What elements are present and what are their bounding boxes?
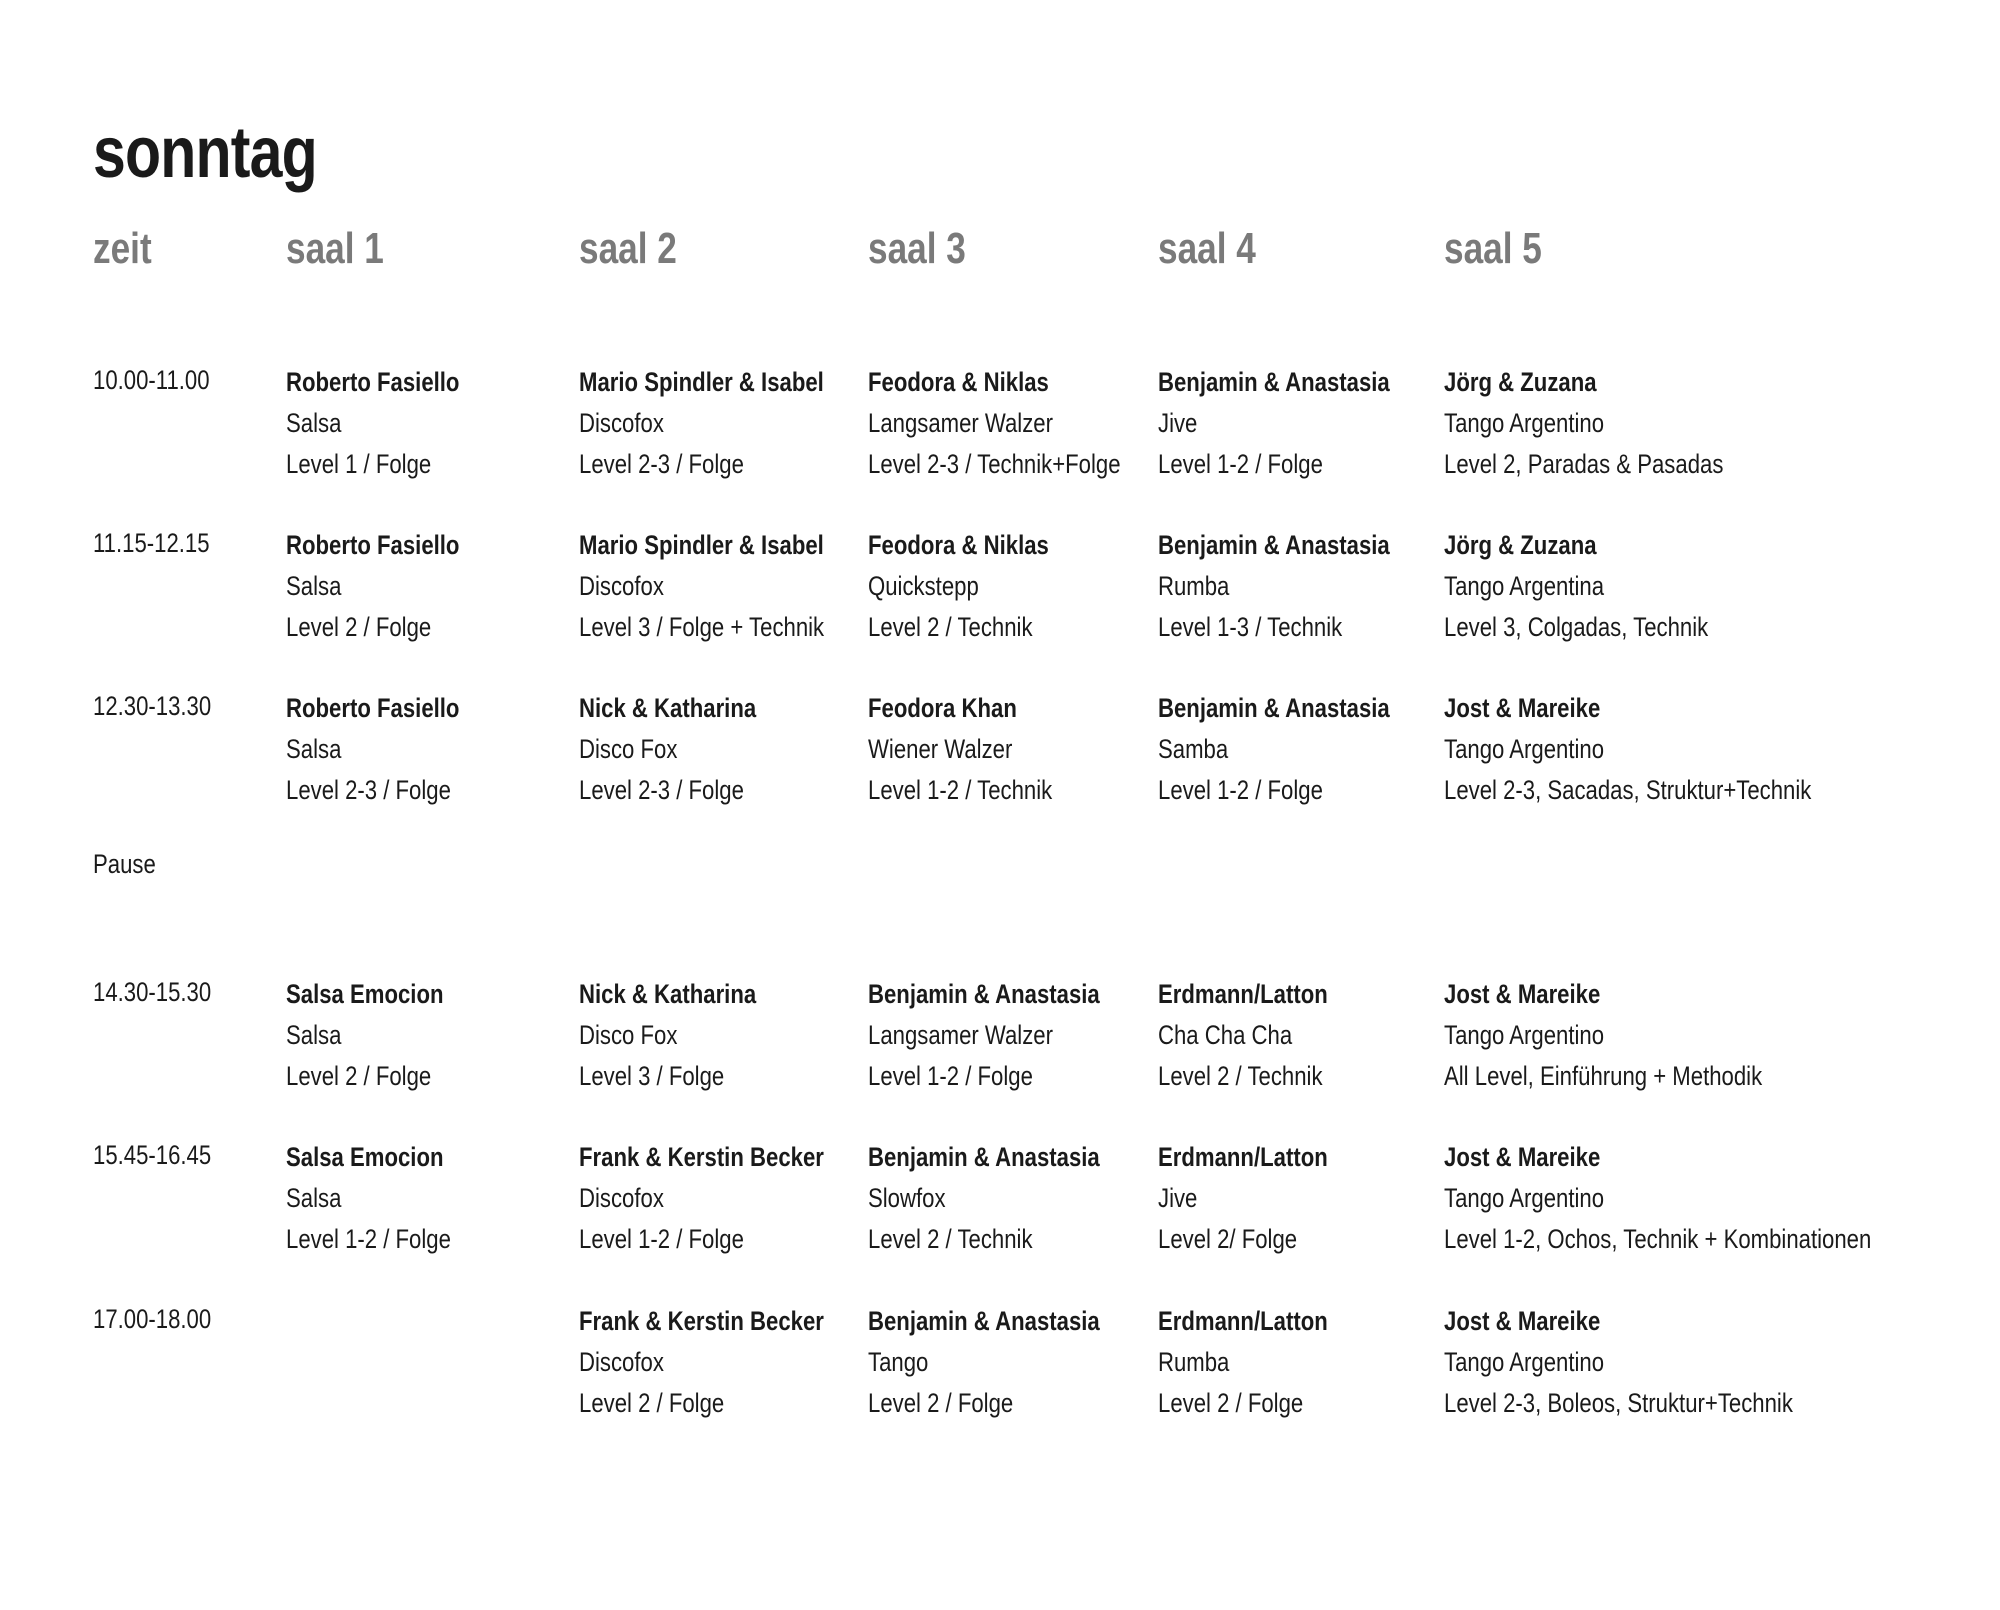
course-instructor: Benjamin & Anastasia: [1158, 530, 1390, 560]
course-instructor: Jost & Mareike: [1444, 1142, 1601, 1172]
course-instructor: Feodora Khan: [868, 693, 1017, 723]
course-instructor: Feodora & Niklas: [868, 367, 1049, 397]
course-cell-saal-2: [579, 525, 824, 648]
course-dance: Tango Argentino: [1444, 1183, 1605, 1213]
course-cell-saal-4: [1158, 1301, 1328, 1424]
course-cell-saal-4: [1158, 362, 1390, 485]
header-saal-4: saal 4: [1158, 224, 1256, 273]
course-dance: Wiener Walzer: [868, 734, 1013, 764]
course-dance: Discofox: [579, 1183, 664, 1213]
course-instructor: Benjamin & Anastasia: [868, 1306, 1100, 1336]
page-title: sonntag: [93, 113, 317, 193]
course-dance: Rumba: [1158, 1347, 1230, 1377]
course-level: Level 2 / Technik: [868, 1224, 1033, 1254]
course-level: Level 2-3 / Folge: [579, 449, 744, 479]
course-instructor: Benjamin & Anastasia: [868, 979, 1100, 1009]
course-cell-saal-1: [286, 974, 444, 1097]
course-level: Level 2 / Folge: [1158, 1388, 1304, 1418]
course-level: Level 2-3 / Folge: [286, 775, 451, 805]
time-slot: 11.15-12.15: [93, 528, 210, 558]
course-dance: Salsa: [286, 571, 342, 601]
course-dance: Salsa: [286, 408, 342, 438]
course-level: Level 1-2, Ochos, Technik + Kombinationen: [1444, 1224, 1872, 1254]
course-level: Level 2 / Technik: [1158, 1061, 1323, 1091]
time-slot: 14.30-15.30: [93, 977, 212, 1007]
course-level: Level 1-2 / Folge: [286, 1224, 451, 1254]
course-level: Level 1-2 / Folge: [868, 1061, 1033, 1091]
course-instructor: Salsa Emocion: [286, 1142, 444, 1172]
course-cell-saal-2: [579, 1137, 824, 1260]
course-cell-saal-4: [1158, 525, 1390, 648]
course-dance: Tango Argentino: [1444, 408, 1605, 438]
course-level: Level 2 / Folge: [579, 1388, 725, 1418]
course-instructor: Erdmann/Latton: [1158, 1306, 1328, 1336]
course-instructor: Jost & Mareike: [1444, 693, 1601, 723]
course-cell-saal-3: [868, 974, 1100, 1097]
course-dance: Salsa: [286, 1183, 342, 1213]
course-level: Level 2-3, Sacadas, Struktur+Technik: [1444, 775, 1812, 805]
header-saal-5: saal 5: [1444, 224, 1542, 273]
course-instructor: Roberto Fasiello: [286, 693, 460, 723]
course-cell-saal-2: [579, 974, 756, 1097]
course-instructor: Erdmann/Latton: [1158, 1142, 1328, 1172]
course-level: Level 1-3 / Technik: [1158, 612, 1343, 642]
course-dance: Tango: [868, 1347, 929, 1377]
course-instructor: Frank & Kerstin Becker: [579, 1142, 824, 1172]
course-instructor: Jost & Mareike: [1444, 1306, 1601, 1336]
course-cell-saal-1: [286, 525, 459, 648]
time-slot: 17.00-18.00: [93, 1304, 212, 1334]
course-dance: Tango Argentino: [1444, 734, 1605, 764]
course-dance: Tango Argentino: [1444, 1347, 1605, 1377]
course-cell-saal-3: [868, 525, 1049, 648]
course-dance: Langsamer Walzer: [868, 408, 1053, 438]
course-dance: Rumba: [1158, 571, 1230, 601]
course-instructor: Salsa Emocion: [286, 979, 444, 1009]
course-instructor: Mario Spindler & Isabel: [579, 530, 824, 560]
course-instructor: Erdmann/Latton: [1158, 979, 1328, 1009]
course-dance: Discofox: [579, 1347, 664, 1377]
course-dance: Jive: [1158, 408, 1198, 438]
course-level: Level 2 / Folge: [286, 1061, 432, 1091]
course-dance: Discofox: [579, 408, 664, 438]
course-cell-saal-5: [1444, 525, 1708, 648]
course-level: Level 3, Colgadas, Technik: [1444, 612, 1709, 642]
course-dance: Disco Fox: [579, 1020, 678, 1050]
course-cell-saal-2: [579, 1301, 824, 1424]
course-dance: Cha Cha Cha: [1158, 1020, 1293, 1050]
course-dance: Langsamer Walzer: [868, 1020, 1053, 1050]
course-instructor: Roberto Fasiello: [286, 367, 460, 397]
course-cell-saal-3: [868, 1301, 1100, 1424]
course-level: Level 2, Paradas & Pasadas: [1444, 449, 1724, 479]
course-instructor: Roberto Fasiello: [286, 530, 460, 560]
course-dance: Disco Fox: [579, 734, 678, 764]
course-dance: Salsa: [286, 1020, 342, 1050]
course-instructor: Jost & Mareike: [1444, 979, 1601, 1009]
course-level: Level 2-3, Boleos, Struktur+Technik: [1444, 1388, 1793, 1418]
course-cell-saal-5: [1444, 362, 1723, 485]
course-level: Level 2-3 / Technik+Folge: [868, 449, 1121, 479]
course-level: Level 2 / Technik: [868, 612, 1033, 642]
course-instructor: Jörg & Zuzana: [1444, 530, 1597, 560]
time-slot: 15.45-16.45: [93, 1140, 212, 1170]
pause-label: Pause: [93, 849, 156, 879]
course-dance: Tango Argentina: [1444, 571, 1605, 601]
course-cell-saal-5: [1444, 974, 1762, 1097]
course-instructor: Frank & Kerstin Becker: [579, 1306, 824, 1336]
course-cell-saal-1: [286, 1137, 451, 1260]
course-level: Level 2/ Folge: [1158, 1224, 1298, 1254]
course-level: All Level, Einführung + Methodik: [1444, 1061, 1763, 1091]
course-dance: Jive: [1158, 1183, 1198, 1213]
header-zeit: zeit: [93, 224, 152, 273]
course-level: Level 2 / Folge: [868, 1388, 1014, 1418]
header-saal-1: saal 1: [286, 224, 384, 273]
course-cell-saal-3: [868, 1137, 1100, 1260]
course-cell-saal-3: [868, 688, 1052, 811]
course-cell-saal-4: [1158, 974, 1328, 1097]
course-cell-saal-3: [868, 362, 1121, 485]
course-level: Level 1 / Folge: [286, 449, 432, 479]
course-cell-saal-1: [286, 688, 459, 811]
course-dance: Quickstepp: [868, 571, 979, 601]
course-cell-saal-4: [1158, 688, 1390, 811]
course-dance: Tango Argentino: [1444, 1020, 1605, 1050]
header-saal-3: saal 3: [868, 224, 966, 273]
course-level: Level 1-2 / Folge: [1158, 449, 1323, 479]
course-level: Level 2 / Folge: [286, 612, 432, 642]
course-cell-saal-5: [1444, 1137, 1871, 1260]
header-saal-2: saal 2: [579, 224, 677, 273]
course-level: Level 3 / Folge: [579, 1061, 725, 1091]
course-cell-saal-1: [286, 362, 459, 485]
time-slot: 12.30-13.30: [93, 691, 212, 721]
course-instructor: Benjamin & Anastasia: [1158, 693, 1390, 723]
course-level: Level 1-2 / Technik: [868, 775, 1053, 805]
course-instructor: Nick & Katharina: [579, 979, 757, 1009]
course-cell-saal-5: [1444, 688, 1811, 811]
course-dance: Samba: [1158, 734, 1229, 764]
course-level: Level 2-3 / Folge: [579, 775, 744, 805]
course-cell-saal-5: [1444, 1301, 1793, 1424]
course-instructor: Benjamin & Anastasia: [1158, 367, 1390, 397]
course-level: Level 1-2 / Folge: [579, 1224, 744, 1254]
course-cell-saal-4: [1158, 1137, 1328, 1260]
course-instructor: Jörg & Zuzana: [1444, 367, 1597, 397]
course-instructor: Mario Spindler & Isabel: [579, 367, 824, 397]
course-instructor: Nick & Katharina: [579, 693, 757, 723]
course-cell-saal-2: [579, 688, 756, 811]
course-dance: Salsa: [286, 734, 342, 764]
course-cell-saal-2: [579, 362, 824, 485]
course-level: Level 1-2 / Folge: [1158, 775, 1323, 805]
course-dance: Discofox: [579, 571, 664, 601]
course-dance: Slowfox: [868, 1183, 946, 1213]
course-instructor: Benjamin & Anastasia: [868, 1142, 1100, 1172]
time-slot: 10.00-11.00: [93, 365, 210, 395]
course-instructor: Feodora & Niklas: [868, 530, 1049, 560]
course-level: Level 3 / Folge + Technik: [579, 612, 825, 642]
